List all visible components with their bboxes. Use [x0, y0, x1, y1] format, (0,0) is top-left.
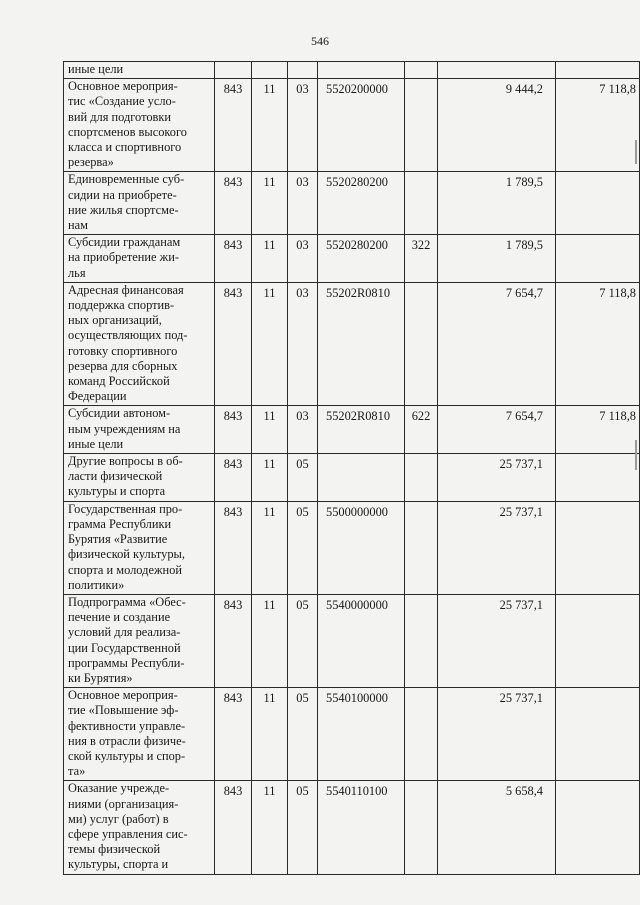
table-row [64, 235, 640, 283]
cell-expense-type [405, 172, 438, 235]
cell-amount-2 [556, 235, 640, 283]
scan-edge-mark [635, 140, 637, 164]
cell-section [252, 62, 288, 79]
cell-amount: 25 737,1 [438, 501, 556, 594]
page-number: 546 [311, 34, 329, 48]
table-row [64, 454, 640, 502]
table-row [64, 781, 640, 874]
cell-amount-2: 7 118,8 [556, 282, 640, 406]
cell-expense-type: 322 [405, 235, 438, 283]
cell-name: Адресная финансовая поддержка спортив- ных организаций, осуществляющих под- готовку спортивного резерва для сборных команд Российской Федерации [64, 282, 215, 406]
cell-expense-type [405, 781, 438, 874]
cell-amount: 25 737,1 [438, 454, 556, 502]
cell-section: 11 [252, 594, 288, 687]
cell-name: Другие вопросы в об- ласти физической культуры и спорта [64, 454, 215, 502]
cell-amount: 7 654,7 [438, 406, 556, 454]
cell-target-article [318, 454, 405, 502]
table-row [64, 501, 640, 594]
table-row [64, 172, 640, 235]
cell-name: Подпрограмма «Обес- печение и создание условий для реализа- ции Государственной программы Республи- ки Бурятия» [64, 594, 215, 687]
cell-amount: 25 737,1 [438, 594, 556, 687]
cell-ministry-code: 843 [215, 454, 252, 502]
cell-amount: 5 658,4 [438, 781, 556, 874]
cell-ministry-code: 843 [215, 282, 252, 406]
cell-amount: 1 789,5 [438, 235, 556, 283]
scan-edge-mark [635, 440, 637, 470]
cell-amount: 9 444,2 [438, 79, 556, 172]
budget-table [63, 61, 640, 875]
cell-subsection: 03 [288, 235, 318, 283]
table-row [64, 79, 640, 172]
cell-ministry-code: 843 [215, 688, 252, 781]
cell-section: 11 [252, 79, 288, 172]
cell-subsection: 03 [288, 282, 318, 406]
cell-expense-type [405, 79, 438, 172]
cell-amount-2 [556, 172, 640, 235]
cell-target-article: 5540110100 [318, 781, 405, 874]
cell-ministry-code: 843 [215, 594, 252, 687]
cell-subsection: 05 [288, 454, 318, 502]
cell-amount-2 [556, 688, 640, 781]
cell-subsection: 03 [288, 79, 318, 172]
cell-section: 11 [252, 282, 288, 406]
cell-expense-type: 622 [405, 406, 438, 454]
cell-target-article: 5520280200 [318, 172, 405, 235]
cell-amount [438, 62, 556, 79]
cell-name: Основное мероприя- тис «Создание усло- вий для подготовки спортсменов высокого класса и спортивного резерва» [64, 79, 215, 172]
cell-ministry-code: 843 [215, 172, 252, 235]
cell-section: 11 [252, 172, 288, 235]
cell-target-article: 5520200000 [318, 79, 405, 172]
table-row [64, 688, 640, 781]
cell-target-article: 5500000000 [318, 501, 405, 594]
cell-name: Единовременные суб- сидии на приобрете- ние жилья спортсме- нам [64, 172, 215, 235]
cell-amount-2 [556, 62, 640, 79]
cell-subsection [288, 62, 318, 79]
cell-subsection: 05 [288, 781, 318, 874]
cell-target-article: 5520280200 [318, 235, 405, 283]
cell-subsection: 05 [288, 501, 318, 594]
cell-expense-type [405, 62, 438, 79]
cell-section: 11 [252, 781, 288, 874]
cell-section: 11 [252, 688, 288, 781]
cell-name: иные цели [64, 62, 215, 79]
cell-amount: 7 654,7 [438, 282, 556, 406]
cell-expense-type [405, 282, 438, 406]
cell-name: Субсидии автоном- ным учреждениям на иные цели [64, 406, 215, 454]
cell-expense-type [405, 501, 438, 594]
cell-expense-type [405, 688, 438, 781]
cell-name: Основное мероприя- тие «Повышение эф- фективности управле- ния в отрасли физиче- ской культуры и спор- та» [64, 688, 215, 781]
cell-ministry-code: 843 [215, 501, 252, 594]
cell-section: 11 [252, 501, 288, 594]
table-row [64, 594, 640, 687]
cell-amount-2: 7 118,8 [556, 406, 640, 454]
cell-amount-2 [556, 454, 640, 502]
cell-target-article: 5540000000 [318, 594, 405, 687]
cell-section: 11 [252, 454, 288, 502]
table-row [64, 62, 640, 79]
cell-subsection: 05 [288, 688, 318, 781]
cell-subsection: 03 [288, 172, 318, 235]
cell-amount-2 [556, 594, 640, 687]
cell-name: Государственная про- грамма Республики Бурятия «Развитие физической культуры, спорта и молодежной политики» [64, 501, 215, 594]
cell-section: 11 [252, 406, 288, 454]
cell-amount-2: 7 118,8 [556, 79, 640, 172]
cell-ministry-code: 843 [215, 235, 252, 283]
cell-target-article: 5540100000 [318, 688, 405, 781]
cell-ministry-code: 843 [215, 781, 252, 874]
cell-subsection: 03 [288, 406, 318, 454]
cell-ministry-code: 843 [215, 79, 252, 172]
cell-amount-2 [556, 501, 640, 594]
cell-amount: 25 737,1 [438, 688, 556, 781]
cell-section: 11 [252, 235, 288, 283]
cell-expense-type [405, 594, 438, 687]
table-row [64, 282, 640, 406]
cell-name: Субсидии гражданам на приобретение жи- лья [64, 235, 215, 283]
cell-expense-type [405, 454, 438, 502]
cell-ministry-code: 843 [215, 406, 252, 454]
table-row [64, 406, 640, 454]
cell-subsection: 05 [288, 594, 318, 687]
cell-name: Оказание учрежде- ниями (организация- ми) услуг (работ) в сфере управления сис- темы физической культуры, спорта и [64, 781, 215, 874]
cell-amount: 1 789,5 [438, 172, 556, 235]
cell-target-article: 55202R0810 [318, 282, 405, 406]
cell-amount-2 [556, 781, 640, 874]
cell-ministry-code [215, 62, 252, 79]
cell-target-article: 55202R0810 [318, 406, 405, 454]
cell-target-article [318, 62, 405, 79]
